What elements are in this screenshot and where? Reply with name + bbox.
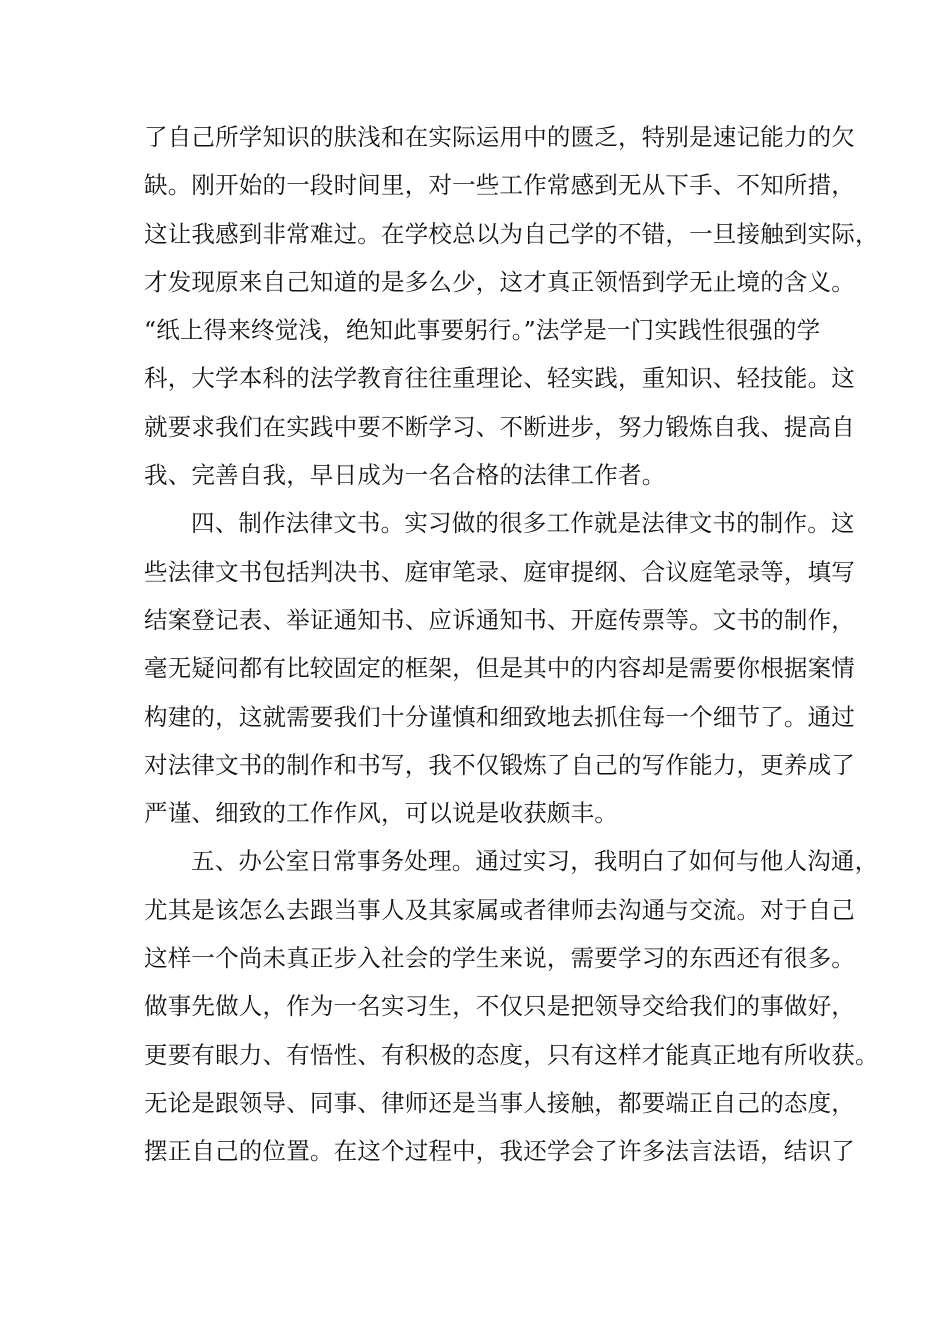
text-line: 结案登记表、举证通知书、应诉通知书、开庭传票等。文书的制作，	[144, 605, 855, 634]
text-line: 尤其是该怎么去跟当事人及其家属或者律师去沟通与交流。对于自己	[144, 895, 855, 924]
text-line: 才发现原来自己知道的是多么少，这才真正领悟到学无止境的含义。	[144, 267, 855, 296]
text-line: 缺。刚开始的一段时间里，对一些工作常感到无从下手、不知所措，	[144, 171, 855, 200]
text-line: 对法律文书的制作和书写，我不仅锻炼了自己的写作能力，更养成了	[144, 750, 855, 779]
text-line: 更要有眼力、有悟性、有积极的态度，只有这样才能真正地有所收获。	[144, 1040, 879, 1069]
body-text	[144, 113, 879, 1176]
text-line: “纸上得来终觉浅，绝知此事要躬行。”法学是一门实践性很强的学	[144, 316, 821, 345]
text-line: 无论是跟领导、同事、律师还是当事人接触，都要端正自己的态度，	[144, 1088, 855, 1117]
text-line: 做事先做人，作为一名实习生，不仅只是把领导交给我们的事做好，	[144, 992, 855, 1021]
text-line: 这样一个尚未真正步入社会的学生来说，需要学习的东西还有很多。	[144, 944, 855, 973]
text-line: 科，大学本科的法学教育往往重理论、轻实践，重知识、轻技能。这	[144, 364, 855, 393]
text-line: 构建的，这就需要我们十分谨慎和细致地去抓住每一个细节了。通过	[144, 702, 855, 731]
text-line: 这让我感到非常难过。在学校总以为自己学的不错，一旦接触到实际，	[144, 219, 879, 248]
text-line: 些法律文书包括判决书、庭审笔录、庭审提纲、合议庭笔录等，填写	[144, 557, 855, 586]
text-line: 就要求我们在实践中要不断学习、不断进步，努力锻炼自我、提高自	[144, 412, 855, 441]
text-line: 毫无疑问都有比较固定的框架，但是其中的内容却是需要你根据案情	[144, 654, 855, 683]
text-line: 了自己所学知识的肤浅和在实际运用中的匮乏，特别是速记能力的欠	[144, 123, 855, 151]
text-line: 摆正自己的位置。在这个过程中，我还学会了许多法言法语，结识了	[144, 1137, 855, 1166]
section-heading-line: 四、制作法律文书。实习做的很多工作就是法律文书的制作。这	[191, 509, 855, 538]
text-line: 严谨、细致的工作作风，可以说是收获颇丰。	[144, 799, 618, 828]
text-line: 我、完善自我，早日成为一名合格的法律工作者。	[144, 461, 666, 490]
section-heading-line: 五、办公室日常事务处理。通过实习，我明白了如何与他人沟通，	[191, 847, 879, 876]
